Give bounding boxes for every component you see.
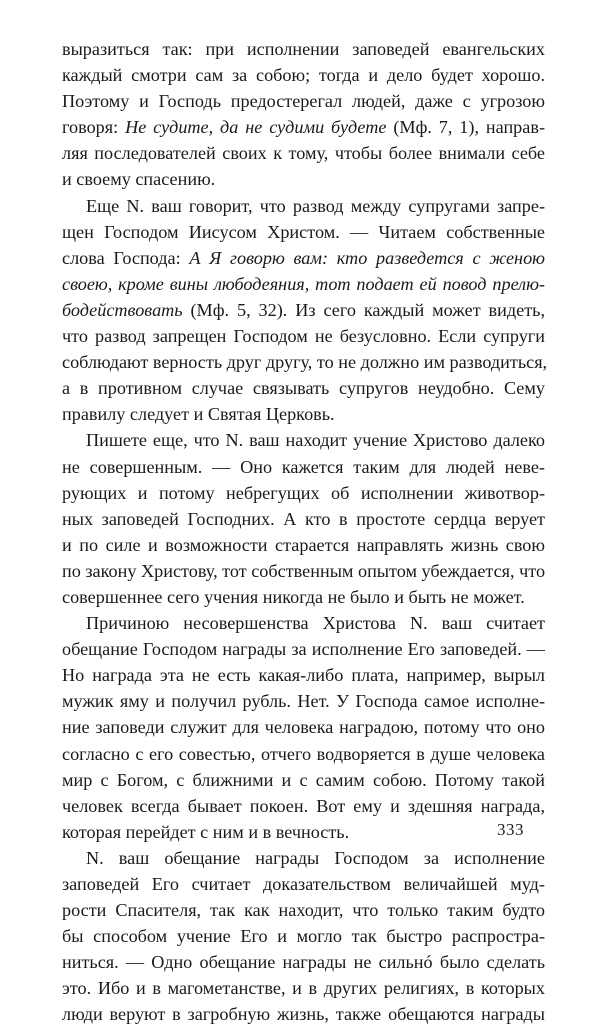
text-line [62, 897, 545, 923]
text-segment: мир с Богом, с ближними и с самим собою. Потому такой [62, 769, 545, 790]
text-line [62, 297, 545, 323]
text-line [62, 349, 548, 375]
text-segment: ние заповеди служит для человека наградою, потому что оно [62, 717, 545, 738]
text-line [62, 636, 545, 662]
text-segment: Еще N. ваш говорит, что развод между супругами запре- [86, 195, 545, 216]
italic-quote: Не судите, да не судими будете [125, 117, 387, 138]
text-segment: соблюдают верность друг другу, то не должно им разводиться, [62, 352, 548, 373]
text-line [62, 532, 545, 558]
text-line [62, 584, 545, 610]
text-line [62, 219, 545, 245]
text-segment: Поэтому и Господь предостерегал людей, даже с угрозою [62, 91, 545, 112]
text-line [62, 88, 545, 114]
text-line [62, 114, 545, 140]
text-line [62, 323, 545, 349]
text-line [62, 819, 545, 845]
text-line [62, 845, 545, 871]
text-segment: и своему спасению. [62, 169, 216, 190]
text-segment: что развод запрещен Господом не безусловно. Если супруги [62, 326, 545, 347]
text-segment: человек всегда бывает покоен. Вот ему и здешняя награда, [62, 795, 545, 816]
text-segment: ляя последователей своих к тому, чтобы более внимали себе [62, 143, 545, 164]
text-segment: а в противном случае связывать супругов неудобно. Сему [62, 378, 545, 399]
text-line [62, 558, 545, 584]
italic-quote: бодействовать [62, 299, 183, 320]
text-segment: согласно с его совестью, отчего водворяется в душе человека [62, 743, 545, 764]
text-line [62, 271, 545, 297]
text-line [62, 949, 545, 975]
italic-quote: своею, кроме вины любодеяния, тот подает ей повод прелю- [62, 273, 545, 294]
text-segment: которая перейдет с ним и в вечность. [62, 821, 350, 842]
text-line [62, 714, 545, 740]
text-segment: по закону Христову, тот собственным опытом убеждается, что [62, 560, 546, 581]
text-line [62, 166, 545, 192]
text-segment: люди веруют в загробную жизнь, также обещаются награды [62, 1004, 545, 1025]
italic-quote: А Я говорю вам: кто разведется с женою [189, 247, 545, 268]
paragraph [62, 610, 545, 845]
page-number: 333 [497, 820, 524, 839]
text-segment: щен Господом Иисусом Христом. — Читаем собственные [62, 221, 545, 242]
text-line [62, 1001, 545, 1027]
text-line [62, 140, 545, 166]
text-line [62, 662, 545, 688]
text-segment: не совершенным. — Оно кажется таким для людей неве- [62, 456, 545, 477]
text-line [62, 741, 545, 767]
text-segment: Причиною несовершенства Христова N. ваш считает [86, 613, 545, 634]
text-line [62, 427, 545, 453]
text-line [62, 480, 545, 506]
text-line [62, 793, 545, 819]
text-line [62, 688, 545, 714]
text-line [62, 975, 545, 1001]
text-segment: правилу следует и Святая Церковь. [62, 404, 335, 425]
text-line [62, 610, 545, 636]
text-segment: каждый смотри сам за собою; тогда и дело будет хорошо. [62, 65, 545, 86]
text-line [62, 401, 545, 427]
text-line [62, 62, 545, 88]
text-segment: заповедей Его считает доказательством величайшей муд- [62, 874, 545, 894]
text-segment: совершеннее сего учения никогда не было и быть не может. [62, 586, 525, 607]
text-segment: мужик яму и получил рубль. Нет. У Господа самое исполне- [62, 691, 545, 712]
text-segment: слова Господа: [62, 247, 190, 268]
text-segment: выразиться так: при исполнении заповедей евангельских [62, 39, 545, 59]
paragraph [62, 427, 545, 610]
text-segment: бы способом учение Его и могло так быстро распростра- [62, 926, 545, 947]
paragraph [62, 845, 545, 1028]
text-line [62, 245, 545, 271]
page-text-block [62, 36, 548, 1028]
text-segment: говоря: [62, 117, 126, 138]
text-segment: (Мф. 7, 1), направ- [386, 117, 545, 138]
text-segment: Пишете еще, что N. ваш находит учение Христово далеко [86, 430, 545, 451]
text-segment: рующих и потому небрегущих об исполнении животвор- [62, 482, 545, 503]
text-segment: это. Ибо и в магометанстве, и в других религиях, в которых [62, 978, 545, 999]
text-segment: ных заповедей Господних. А кто в простоте сердца верует [62, 508, 545, 529]
text-line [62, 767, 545, 793]
text-segment: (Мф. 5, 32). Из сего каждый может видеть, [182, 299, 545, 320]
text-line [62, 454, 545, 480]
text-segment: и по силе и возможности старается направлять жизнь свою [62, 534, 545, 555]
text-segment: рости Спасителя, так как находит, что только таким будто [62, 900, 545, 921]
text-segment: ниться. — Одно обещание награды не сильнó было сделать [62, 952, 545, 973]
text-line [62, 923, 545, 949]
text-segment: N. ваш обещание награды Господом за исполнение [86, 847, 545, 868]
text-line [62, 506, 545, 532]
text-line [62, 193, 545, 219]
text-segment: Но награда эта не есть какая-либо плата, например, вырыл [62, 665, 545, 686]
text-segment: обещание Господом награды за исполнение Его заповедей. — [62, 639, 545, 660]
paragraph [62, 36, 545, 193]
text-line [62, 375, 545, 401]
text-line [62, 36, 545, 62]
text-line [62, 871, 545, 897]
paragraph [62, 193, 548, 428]
